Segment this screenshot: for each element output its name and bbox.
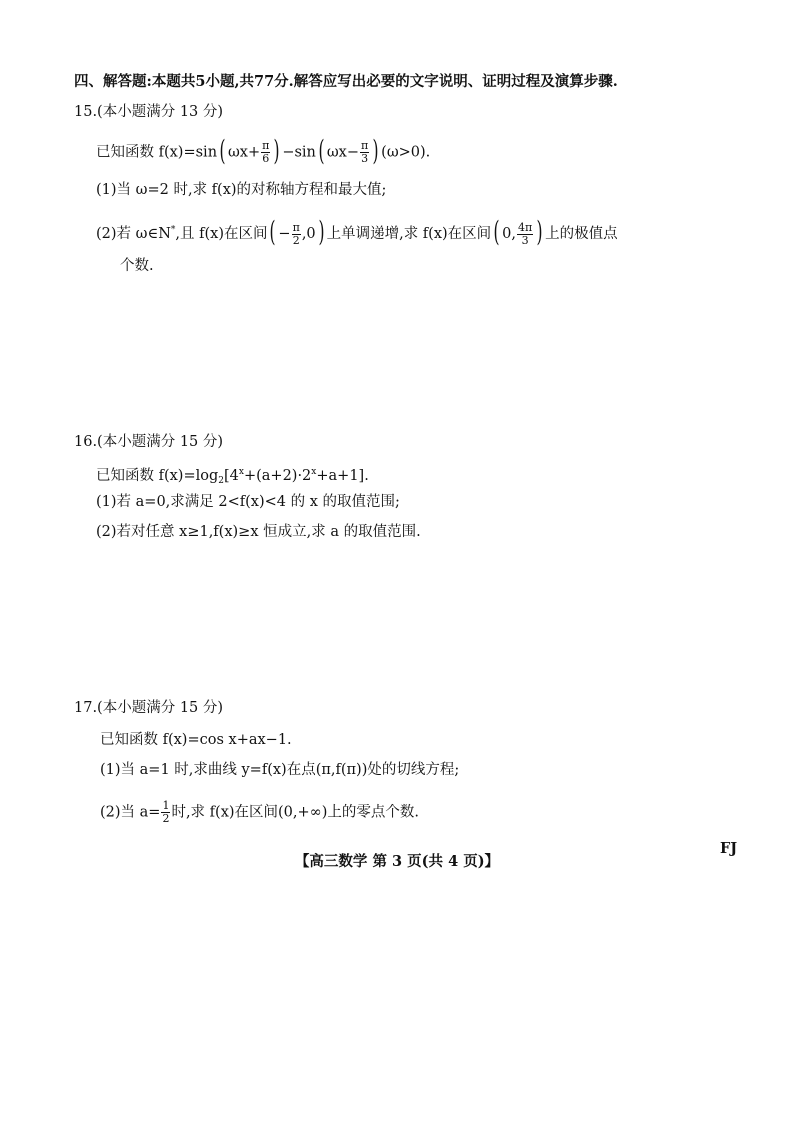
page-footer: 【高三数学 第 3 页(共 4 页)】 <box>294 853 500 870</box>
q17-title: 17.(本小题满分 15 分) <box>74 700 224 716</box>
corner-mark: FJ <box>720 840 738 857</box>
q15-part2: (2)若 ω∈N*,且 f(x)在区间( − $\frac{\pi}{2}$ ,0) 上单调递增,求 f(x)在区间( 0, $\frac{4\pi}{3}$ ) 上的极值点 <box>96 215 618 248</box>
q17-part2: (2)当 a= $\frac{1}{2}$ 时,求 f(x)在区间(0,+∞)上的零点个数. <box>100 799 420 825</box>
q16-title: 16.(本小题满分 15 分) <box>74 434 224 450</box>
q15-stem-fx: f(x)=sin <box>158 144 218 161</box>
q15-sin-arg1: ωx+ <box>227 144 261 161</box>
q17-part1: (1)当 a=1 时,求曲线 y=f(x)在点(π,f(π))处的切线方程; <box>100 762 460 778</box>
q15-minus-sin: −sin <box>282 144 316 161</box>
q17-stem: 已知函数 f(x)=cos x+ax−1. <box>100 732 292 748</box>
q15-stem-prefix: 已知函数 <box>96 144 154 161</box>
q15-interval1-frac: $\frac{\pi}{2}$ <box>292 220 300 247</box>
q16-part2: (2)若对任意 x≥1,f(x)≥x 恒成立,求 a 的取值范围. <box>96 524 421 540</box>
q17-frac: $\frac{1}{2}$ <box>162 799 170 825</box>
q15-sin-arg2: ωx− <box>326 144 359 161</box>
q15-interval2-frac: $\frac{4\pi}{3}$ <box>517 220 533 247</box>
q15-stem-suffix: (ω>0). <box>381 144 431 161</box>
q15-part2-cont: 个数. <box>120 258 154 274</box>
q15-stem: 已知函数 f(x)=sin( ωx+ $\frac{\pi}{6}$ ) −sin( ωx− $\frac{\pi}{3}$ ) (ω>0). <box>96 133 431 167</box>
q15-title: 15.(本小题满分 13 分) <box>74 104 224 120</box>
q15-part1: (1)当 ω=2 时,求 f(x)的对称轴方程和最大值; <box>96 182 387 198</box>
q16-part1: (1)若 a=0,求满足 2<f(x)<4 的 x 的取值范围; <box>96 494 400 510</box>
section-header: 四、解答题:本题共5小题,共77分.解答应写出必要的文字说明、证明过程及演算步骤. <box>74 73 618 90</box>
q15-frac1: $\frac{\pi}{6}$ <box>262 139 270 165</box>
q15-frac2: $\frac{\pi}{3}$ <box>360 139 369 165</box>
q16-stem: 已知函数 $f(x)=\log_2[4^x+(a+2)\cdot 2^x+a+1]$. <box>96 467 369 486</box>
